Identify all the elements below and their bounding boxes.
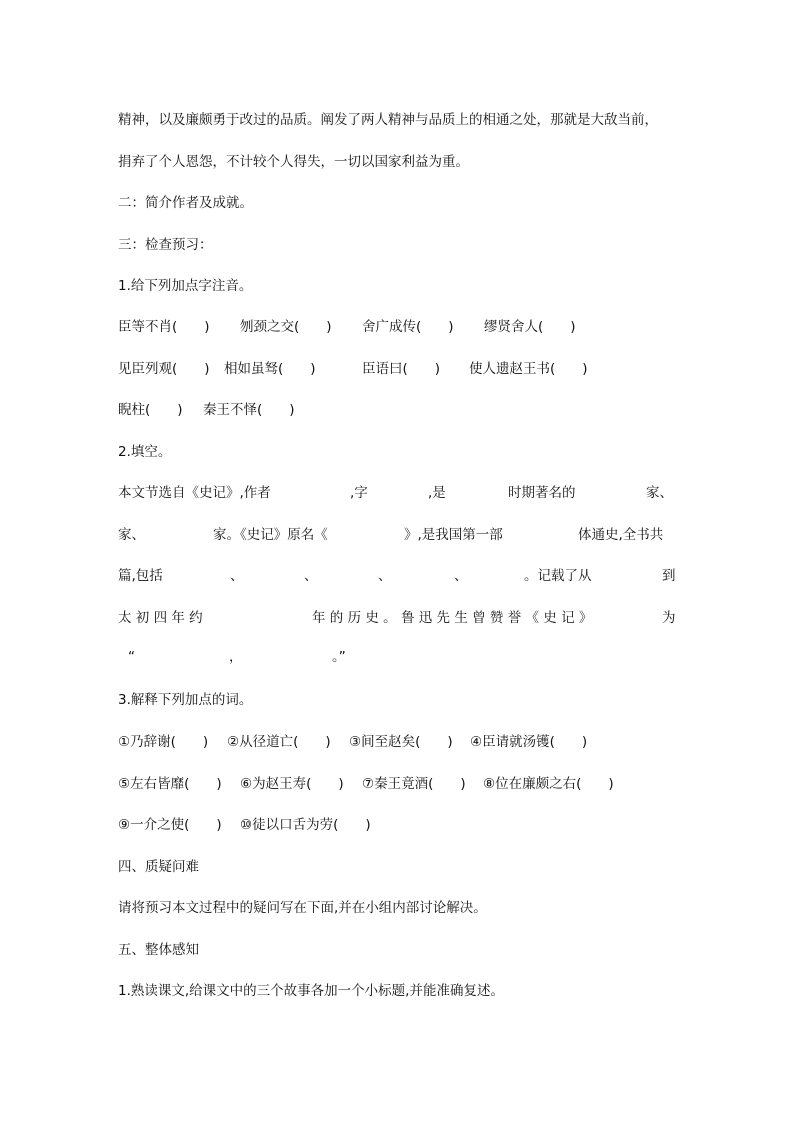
fill-text: ,字	[350, 485, 368, 501]
pinyin-item: 臣语曰( )	[362, 361, 441, 377]
fill-text: 家、	[118, 527, 145, 543]
section-heading: 三：检查预习：	[118, 237, 213, 253]
fill-text: 太 初 四 年 约	[118, 610, 203, 626]
fill-text: “	[128, 649, 135, 665]
fill-text: 本文节选自《史记》,作者	[118, 485, 271, 501]
explain-item: ⑩徒以口舌为劳( )	[240, 817, 371, 833]
paragraph-line: 请将预习本文过程中的疑问写在下面,并在小组内部讨论解决。	[118, 900, 487, 916]
explain-item: ③间至赵矣( )	[349, 734, 453, 750]
fill-text: 时期著名的	[508, 485, 576, 501]
question-title: 2.填空。	[118, 444, 172, 460]
fill-text: 、	[454, 568, 468, 584]
section-heading: 二：简介作者及成就。	[118, 195, 253, 211]
question-title: 3.解释下列加点的词。	[118, 692, 253, 708]
fill-text: 年 的 历 史 。 鲁 迅 先 生 曾 赞 誉 《 史 记 》	[312, 610, 593, 626]
explain-item: ②从径道亡( )	[227, 734, 331, 750]
pinyin-item: 睨柱( )	[118, 402, 183, 418]
explain-item: ⑤左右皆靡( )	[118, 776, 222, 792]
section-heading: 四、质疑问难	[118, 859, 199, 875]
fill-text: 。”	[332, 649, 346, 665]
fill-text: 体通史,全书共	[578, 527, 664, 543]
pinyin-item: 秦王不怿( )	[203, 402, 295, 418]
question-title: 1.给下列加点字注音。	[118, 278, 253, 294]
pinyin-item: 刎颈之交( )	[240, 319, 332, 335]
paragraph-line: 精神，以及廉颇勇于改过的品质。阐发了两人精神与品质上的相通之处，那就是大敌当前，	[118, 112, 658, 128]
pinyin-item: 见臣列观( )	[118, 361, 210, 377]
pinyin-item: 相如虽驽( )	[224, 361, 316, 377]
paragraph-line: 1.熟读课文,给课文中的三个故事各加一个小标题,并能准确复述。	[118, 983, 504, 999]
fill-text: 、	[304, 568, 318, 584]
fill-text: ,是	[428, 485, 446, 501]
fill-text: 》,是我国第一部	[404, 527, 503, 543]
fill-text: 为	[662, 610, 676, 626]
pinyin-item: 缪贤舍人( )	[484, 319, 576, 335]
fill-text: 、	[378, 568, 392, 584]
pinyin-item: 舍广成传( )	[362, 319, 454, 335]
fill-text: 家。《史记》原名《	[213, 527, 328, 543]
explain-item: ⑧位在廉颇之右( )	[483, 776, 614, 792]
paragraph-line: 捐弃了个人恩怨，不计较个人得失，一切以国家利益为重。	[118, 154, 469, 170]
fill-text: 篇,包括	[118, 568, 163, 584]
fill-text: 、	[230, 568, 244, 584]
explain-item: ①乃辞谢( )	[118, 734, 209, 750]
explain-item: ⑦秦王竟酒( )	[362, 776, 466, 792]
explain-item: ⑥为赵王寿( )	[240, 776, 344, 792]
fill-text: 到	[662, 568, 676, 584]
pinyin-item: 臣等不肖( )	[118, 319, 210, 335]
explain-item: ⑨一介之使( )	[118, 817, 222, 833]
explain-item: ④臣请就汤镬( )	[470, 734, 588, 750]
fill-text: 。记载了从	[524, 568, 592, 584]
fill-text: ，	[229, 649, 243, 665]
fill-text: 家、	[646, 485, 673, 501]
pinyin-item: 使人遗赵王书( )	[469, 361, 588, 377]
section-heading: 五、整体感知	[118, 942, 199, 958]
